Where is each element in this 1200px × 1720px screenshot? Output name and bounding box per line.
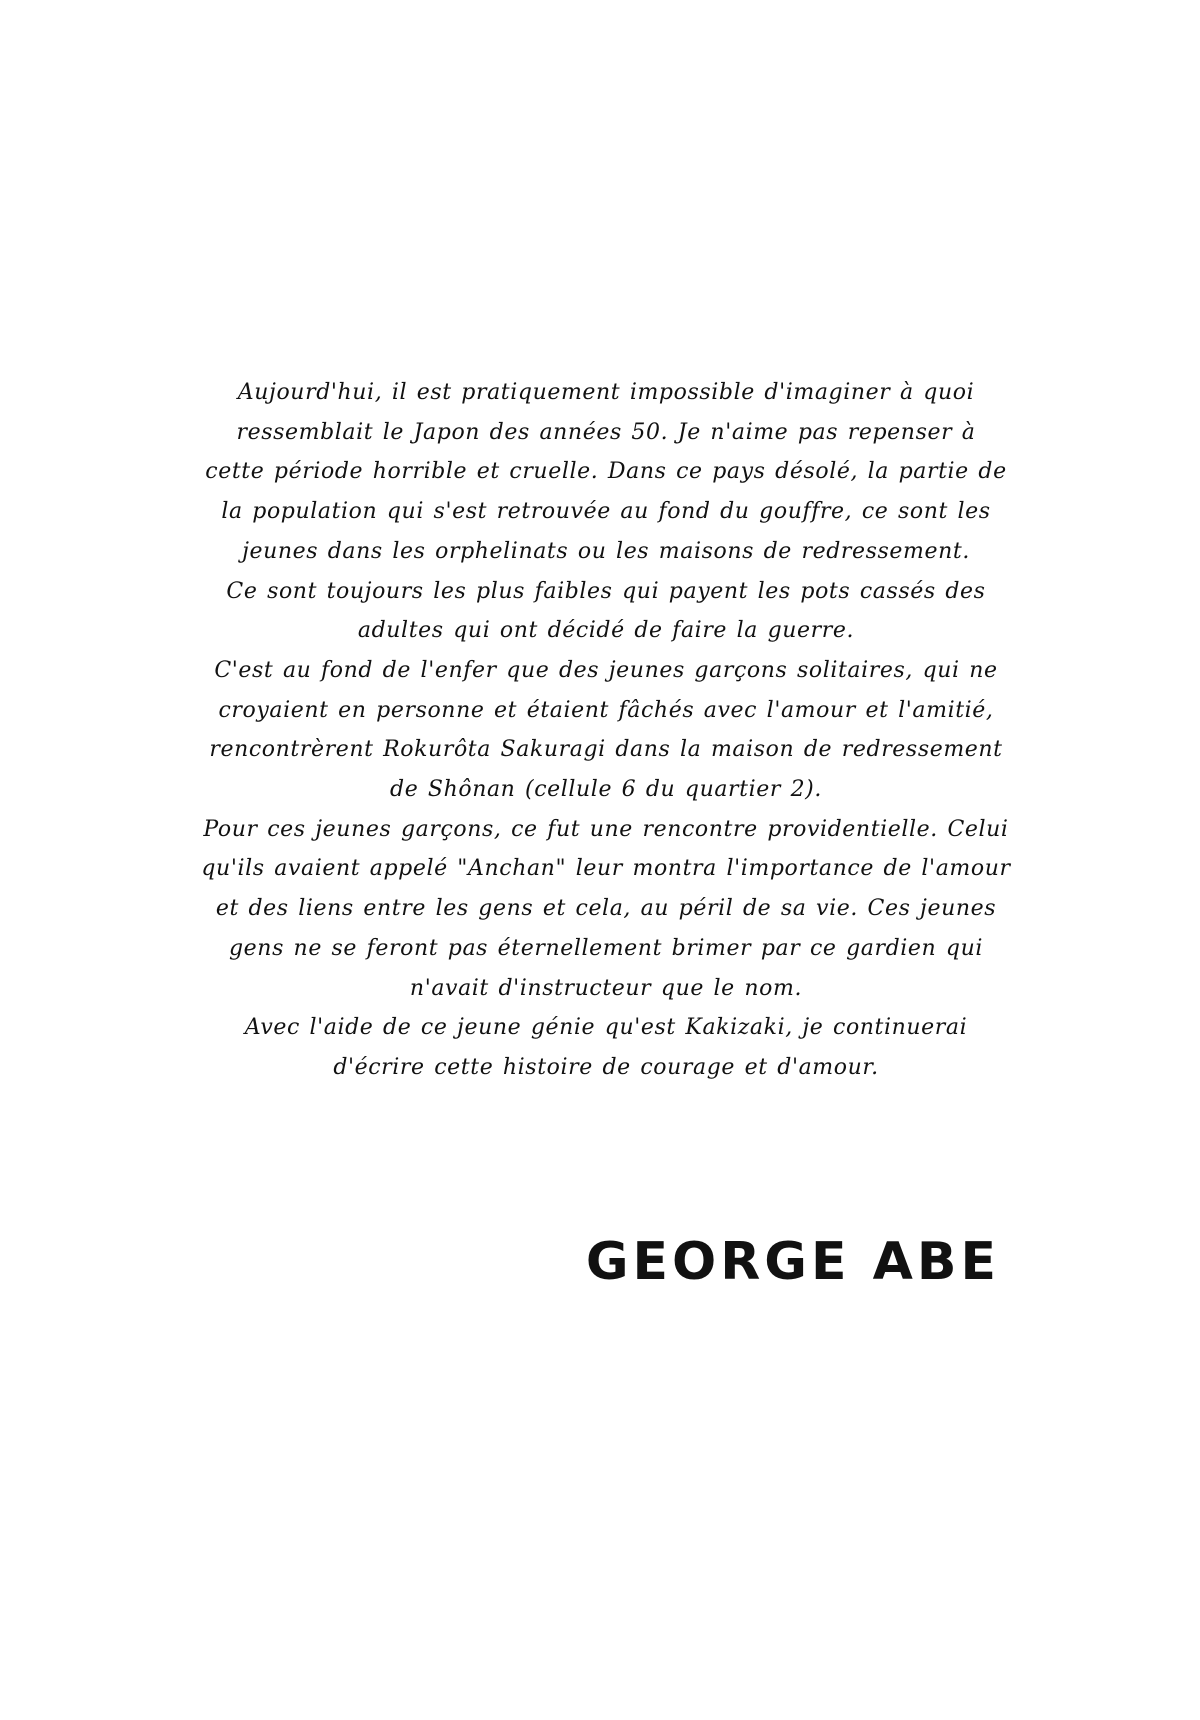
message-line: Avec l'aide de ce jeune génie qu'est Kakizaki, je continuerai: [244, 1015, 968, 1041]
message-line: et des liens entre les gens et cela, au péril de sa vie. Ces jeunes: [215, 896, 997, 922]
message-line: rencontrèrent Rokurôta Sakuragi dans la maison de redressement: [209, 737, 1003, 763]
message-line: la population qui s'est retrouvée au fond du gouffre, ce sont les: [221, 499, 991, 525]
message-line: n'avait d'instructeur que le nom.: [409, 975, 803, 1001]
message-line: Pour ces jeunes garçons, ce fut une rencontre providentielle. Celui: [203, 816, 1009, 842]
message-line: Aujourd'hui, il est pratiquement impossible d'imaginer à quoi: [237, 380, 975, 405]
message-line: d'écrire cette histoire de courage et d'amour.: [333, 1054, 879, 1080]
message-line: adultes qui ont décidé de faire la guerre.: [357, 618, 855, 644]
message-line: gens ne se feront pas éternellement brimer par ce gardien qui: [229, 935, 983, 961]
author-signature: GEORGE ABE: [585, 1232, 1000, 1292]
message-line: jeunes dans les orphelinats ou les maisons de redressement.: [242, 538, 970, 564]
message-line: C'est au fond de l'enfer que des jeunes garçons solitaires, qui ne: [214, 657, 998, 683]
message-line: cette période horrible et cruelle. Dans ce pays désolé, la partie de: [205, 459, 1007, 485]
message-line: ressemblait le Japon des années 50. Je n'aime pas repenser à: [236, 419, 976, 445]
message-line: de Shônan (cellule 6 du quartier 2).: [390, 777, 822, 803]
message-line: croyaient en personne et étaient fâchés avec l'amour et l'amitié,: [218, 697, 994, 723]
message-line: Ce sont toujours les plus faibles qui payent les pots cassés des: [226, 578, 986, 604]
message-line: qu'ils avaient appelé "Anchan" leur montra l'importance de l'amour: [201, 856, 1011, 882]
handwritten-message: [165, 373, 1047, 1088]
